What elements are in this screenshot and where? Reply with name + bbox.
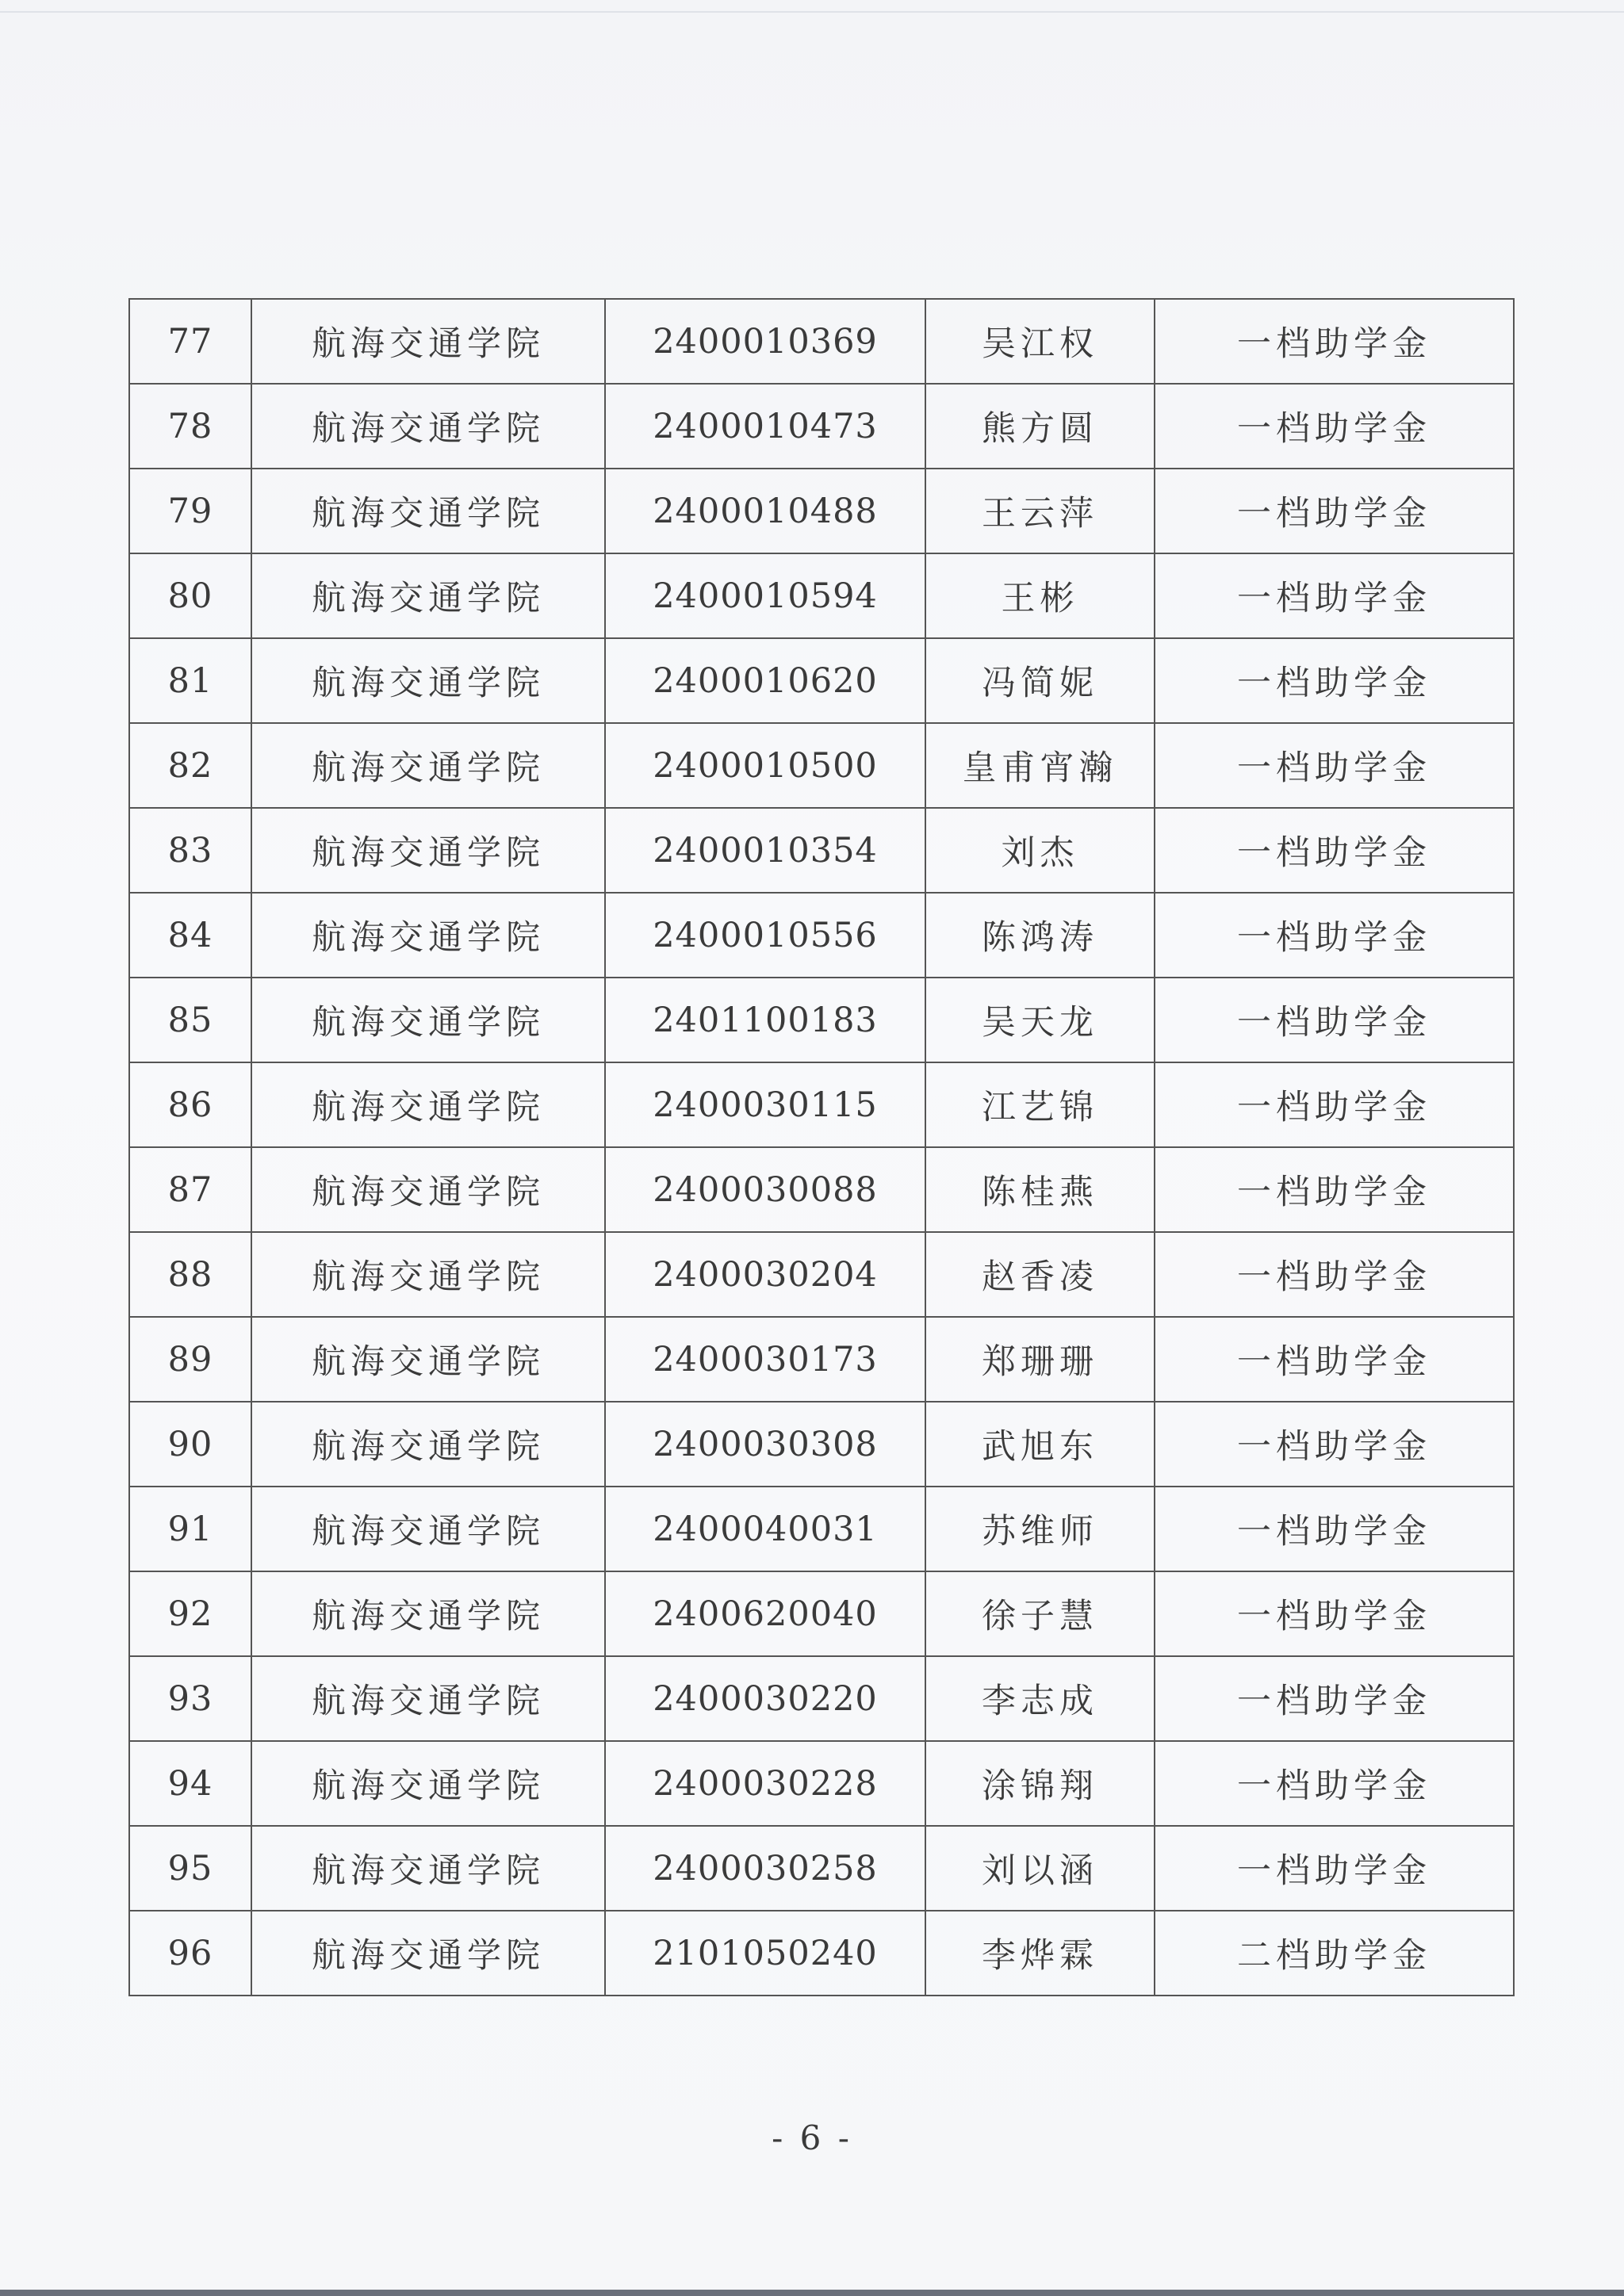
college-cell: 航海交通学院 xyxy=(251,1487,605,1571)
student-id-cell: 2400030088 xyxy=(605,1147,925,1232)
table-row xyxy=(129,723,1514,808)
row-number-cell: 82 xyxy=(129,723,251,808)
college-cell: 航海交通学院 xyxy=(251,1656,605,1741)
college-cell: 航海交通学院 xyxy=(251,1232,605,1317)
student-id-cell: 2101050240 xyxy=(605,1911,925,1996)
row-number-cell: 84 xyxy=(129,893,251,978)
scan-bottom-edge xyxy=(0,2290,1624,2296)
student-name-cell: 武旭东 xyxy=(925,1402,1155,1487)
aid-type-cell: 一档助学金 xyxy=(1155,553,1514,638)
student-id-cell: 2400010620 xyxy=(605,638,925,723)
student-id-cell: 2400010488 xyxy=(605,469,925,553)
student-id-cell: 2400030258 xyxy=(605,1826,925,1911)
row-number-cell: 96 xyxy=(129,1911,251,1996)
row-number-cell: 78 xyxy=(129,384,251,469)
student-name-cell: 郑珊珊 xyxy=(925,1317,1155,1402)
aid-type-cell: 一档助学金 xyxy=(1155,299,1514,384)
college-cell: 航海交通学院 xyxy=(251,553,605,638)
student-name-cell: 陈桂燕 xyxy=(925,1147,1155,1232)
row-number-cell: 81 xyxy=(129,638,251,723)
aid-type-cell: 一档助学金 xyxy=(1155,1232,1514,1317)
college-cell: 航海交通学院 xyxy=(251,638,605,723)
student-name-cell: 冯简妮 xyxy=(925,638,1155,723)
student-name-cell: 刘以涵 xyxy=(925,1826,1155,1911)
aid-type-cell: 一档助学金 xyxy=(1155,1487,1514,1571)
student-name-cell: 苏维师 xyxy=(925,1487,1155,1571)
table-row xyxy=(129,1317,1514,1402)
table-row xyxy=(129,638,1514,723)
row-number-cell: 93 xyxy=(129,1656,251,1741)
scan-top-edge xyxy=(0,11,1624,13)
student-name-cell: 江艺锦 xyxy=(925,1062,1155,1147)
student-id-cell: 2400030173 xyxy=(605,1317,925,1402)
table-row xyxy=(129,1571,1514,1656)
student-id-cell: 2400030220 xyxy=(605,1656,925,1741)
row-number-cell: 83 xyxy=(129,808,251,893)
row-number-cell: 90 xyxy=(129,1402,251,1487)
student-id-cell: 2400030308 xyxy=(605,1402,925,1487)
table-row xyxy=(129,553,1514,638)
college-cell: 航海交通学院 xyxy=(251,1062,605,1147)
row-number-cell: 88 xyxy=(129,1232,251,1317)
table-row xyxy=(129,1062,1514,1147)
college-cell: 航海交通学院 xyxy=(251,893,605,978)
student-name-cell: 皇甫宵瀚 xyxy=(925,723,1155,808)
college-cell: 航海交通学院 xyxy=(251,1147,605,1232)
row-number-cell: 92 xyxy=(129,1571,251,1656)
page-number: - 6 - xyxy=(772,2118,852,2157)
college-cell: 航海交通学院 xyxy=(251,1741,605,1826)
student-id-cell: 2400010500 xyxy=(605,723,925,808)
table-row xyxy=(129,1911,1514,1996)
row-number-cell: 95 xyxy=(129,1826,251,1911)
row-number-cell: 86 xyxy=(129,1062,251,1147)
college-cell: 航海交通学院 xyxy=(251,978,605,1062)
aid-type-cell: 一档助学金 xyxy=(1155,1571,1514,1656)
aid-type-cell: 一档助学金 xyxy=(1155,1741,1514,1826)
college-cell: 航海交通学院 xyxy=(251,299,605,384)
student-name-cell: 涂锦翔 xyxy=(925,1741,1155,1826)
student-id-cell: 2400010473 xyxy=(605,384,925,469)
aid-type-cell: 一档助学金 xyxy=(1155,638,1514,723)
student-id-cell: 2400030228 xyxy=(605,1741,925,1826)
aid-type-cell: 一档助学金 xyxy=(1155,1402,1514,1487)
table-row xyxy=(129,808,1514,893)
college-cell: 航海交通学院 xyxy=(251,1571,605,1656)
student-id-cell: 2400030115 xyxy=(605,1062,925,1147)
college-cell: 航海交通学院 xyxy=(251,1826,605,1911)
student-name-cell: 赵香凌 xyxy=(925,1232,1155,1317)
aid-type-cell: 一档助学金 xyxy=(1155,893,1514,978)
row-number-cell: 94 xyxy=(129,1741,251,1826)
table-row xyxy=(129,893,1514,978)
student-name-cell: 吴江权 xyxy=(925,299,1155,384)
table-row xyxy=(129,1487,1514,1571)
row-number-cell: 80 xyxy=(129,553,251,638)
row-number-cell: 87 xyxy=(129,1147,251,1232)
student-name-cell: 徐子慧 xyxy=(925,1571,1155,1656)
college-cell: 航海交通学院 xyxy=(251,1317,605,1402)
table-row xyxy=(129,299,1514,384)
student-name-cell: 刘杰 xyxy=(925,808,1155,893)
student-name-cell: 李烨霖 xyxy=(925,1911,1155,1996)
table-row xyxy=(129,1232,1514,1317)
table-row xyxy=(129,1741,1514,1826)
aid-type-cell: 二档助学金 xyxy=(1155,1911,1514,1996)
student-name-cell: 王彬 xyxy=(925,553,1155,638)
table-row xyxy=(129,978,1514,1062)
table-row xyxy=(129,469,1514,553)
row-number-cell: 77 xyxy=(129,299,251,384)
aid-type-cell: 一档助学金 xyxy=(1155,1317,1514,1402)
college-cell: 航海交通学院 xyxy=(251,1911,605,1996)
table-row xyxy=(129,1656,1514,1741)
student-id-cell: 2400040031 xyxy=(605,1487,925,1571)
college-cell: 航海交通学院 xyxy=(251,384,605,469)
student-id-cell: 2400010354 xyxy=(605,808,925,893)
table-row xyxy=(129,1402,1514,1487)
student-id-cell: 2400620040 xyxy=(605,1571,925,1656)
student-id-cell: 2400010369 xyxy=(605,299,925,384)
aid-type-cell: 一档助学金 xyxy=(1155,1656,1514,1741)
student-name-cell: 李志成 xyxy=(925,1656,1155,1741)
row-number-cell: 89 xyxy=(129,1317,251,1402)
college-cell: 航海交通学院 xyxy=(251,469,605,553)
table-body xyxy=(129,299,1514,1996)
table-row xyxy=(129,1826,1514,1911)
aid-type-cell: 一档助学金 xyxy=(1155,1147,1514,1232)
student-name-cell: 吴天龙 xyxy=(925,978,1155,1062)
table-row xyxy=(129,1147,1514,1232)
table-row xyxy=(129,384,1514,469)
student-name-cell: 王云萍 xyxy=(925,469,1155,553)
aid-type-cell: 一档助学金 xyxy=(1155,978,1514,1062)
aid-type-cell: 一档助学金 xyxy=(1155,469,1514,553)
row-number-cell: 91 xyxy=(129,1487,251,1571)
student-name-cell: 陈鸿涛 xyxy=(925,893,1155,978)
row-number-cell: 79 xyxy=(129,469,251,553)
college-cell: 航海交通学院 xyxy=(251,808,605,893)
student-id-cell: 2401100183 xyxy=(605,978,925,1062)
student-aid-table xyxy=(128,298,1515,1996)
aid-type-cell: 一档助学金 xyxy=(1155,1062,1514,1147)
student-id-cell: 2400030204 xyxy=(605,1232,925,1317)
row-number-cell: 85 xyxy=(129,978,251,1062)
student-name-cell: 熊方圆 xyxy=(925,384,1155,469)
aid-type-cell: 一档助学金 xyxy=(1155,808,1514,893)
aid-type-cell: 一档助学金 xyxy=(1155,723,1514,808)
aid-type-cell: 一档助学金 xyxy=(1155,1826,1514,1911)
student-id-cell: 2400010594 xyxy=(605,553,925,638)
college-cell: 航海交通学院 xyxy=(251,723,605,808)
student-id-cell: 2400010556 xyxy=(605,893,925,978)
aid-type-cell: 一档助学金 xyxy=(1155,384,1514,469)
college-cell: 航海交通学院 xyxy=(251,1402,605,1487)
